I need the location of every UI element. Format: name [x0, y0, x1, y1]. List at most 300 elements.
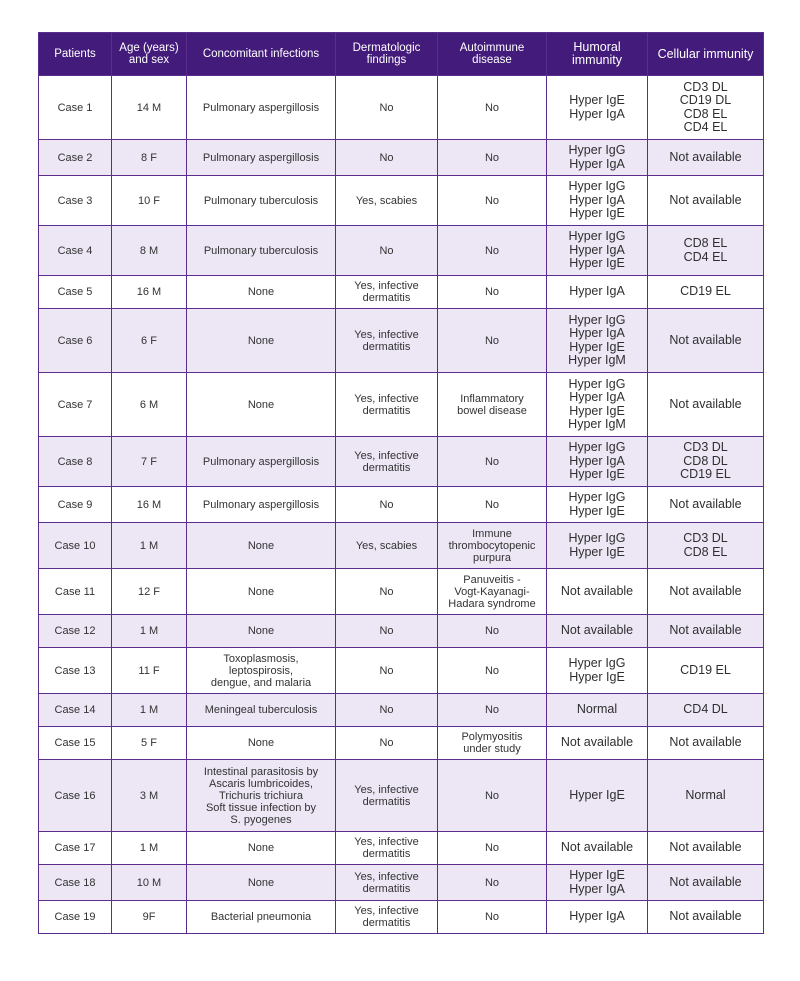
cell-patient: Case 7 — [39, 373, 112, 437]
cell-cellular-line: Not available — [669, 874, 742, 889]
cell-infections-line: None — [247, 286, 275, 298]
cell-cellular — [648, 648, 764, 694]
cell-humoral-line: Hyper IgA — [569, 453, 625, 468]
cell-infections-line: Soft tissue infection by — [205, 801, 317, 814]
cell-humoral — [547, 901, 648, 934]
cell-humoral-line: Hyper IgG — [568, 490, 626, 504]
cell-autoimmune-line: No — [484, 286, 500, 298]
header-autoimmune — [438, 33, 547, 76]
cell-infections — [187, 615, 336, 648]
cell-infections — [187, 865, 336, 901]
cell-infections-line: S. pyogenes — [230, 813, 292, 826]
cell-age-sex: 16 M — [112, 276, 187, 309]
cell-autoimmune-line: No — [484, 101, 500, 114]
cell-infections-line: Bacterial pneumonia — [210, 911, 312, 923]
cell-humoral-line: Hyper IgG — [568, 376, 626, 391]
cell-humoral-line: Hyper IgG — [568, 312, 626, 327]
cell-cellular-line: CD19 EL — [680, 662, 731, 677]
cell-cellular — [648, 176, 764, 226]
cell-autoimmune — [438, 760, 547, 832]
cell-cellular — [648, 760, 764, 832]
table-header-row — [39, 33, 764, 76]
cell-cellular-line: CD3 DL — [683, 531, 728, 545]
cell-cellular-line: Not available — [669, 396, 742, 411]
cell-humoral — [547, 865, 648, 901]
cell-infections — [187, 727, 336, 760]
cell-autoimmune-line: Panuveitis - — [463, 573, 521, 586]
cell-cellular-line: CD8 EL — [683, 544, 728, 559]
table-row — [39, 694, 764, 727]
cell-patient: Case 4 — [39, 226, 112, 276]
cell-age-sex: 1 M — [112, 615, 187, 648]
table-row — [39, 760, 764, 832]
cell-dermatologic-line: Yes, infective — [354, 392, 419, 405]
cell-humoral-line: Hyper IgA — [569, 881, 625, 896]
cell-humoral-line: Hyper IgA — [569, 909, 625, 924]
cell-infections-line: Toxoplasmosis, — [223, 652, 299, 665]
cell-age-sex: 8 F — [112, 140, 187, 176]
cell-cellular-line: Not available — [669, 623, 742, 638]
cell-cellular-line: CD4 DL — [683, 702, 728, 717]
cell-infections — [187, 276, 336, 309]
cell-infections-line: leptospirosis, — [228, 664, 294, 677]
cell-autoimmune — [438, 176, 547, 226]
cell-humoral-line: Hyper IgG — [568, 179, 626, 194]
cell-cellular-line: CD8 EL — [683, 236, 728, 250]
cell-patient: Case 8 — [39, 437, 112, 487]
table-row — [39, 569, 764, 615]
table-row — [39, 276, 764, 309]
cell-dermatologic — [336, 523, 438, 569]
cell-infections — [187, 76, 336, 140]
cell-humoral-line: Not available — [560, 735, 634, 750]
cell-humoral-line: Not available — [560, 623, 634, 638]
cell-dermatologic — [336, 437, 438, 487]
cell-autoimmune — [438, 694, 547, 727]
header-autoimmune-line: disease — [472, 54, 512, 66]
cell-humoral-line: Hyper IgE — [569, 93, 625, 107]
cell-age-sex: 6 F — [112, 309, 187, 373]
table-row — [39, 487, 764, 523]
cell-autoimmune — [438, 615, 547, 648]
cell-dermatologic — [336, 901, 438, 934]
cell-infections — [187, 901, 336, 934]
cell-dermatologic-line: No — [379, 244, 394, 257]
cell-infections-line: None — [247, 398, 275, 411]
cell-infections-line: None — [247, 876, 275, 889]
cell-humoral-line: Hyper IgE — [569, 787, 625, 802]
cell-autoimmune-line: No — [484, 244, 500, 257]
table-row — [39, 615, 764, 648]
header-humoral-line: Humoral — [573, 40, 621, 54]
cell-patient: Case 6 — [39, 309, 112, 373]
cell-humoral-line: Hyper IgA — [569, 284, 625, 299]
cell-age-sex: 8 M — [112, 226, 187, 276]
table-row — [39, 648, 764, 694]
cell-autoimmune-line: No — [484, 911, 500, 923]
cell-humoral-line: Normal — [576, 702, 618, 717]
cell-dermatologic-line: Yes, infective — [354, 870, 419, 883]
cell-infections-line: None — [247, 334, 275, 347]
cell-infections-line: Pulmonary tuberculosis — [203, 194, 319, 207]
table-body — [39, 76, 764, 934]
cell-cellular-line: CD19 EL — [680, 467, 731, 482]
table-row — [39, 523, 764, 569]
table-row — [39, 76, 764, 140]
cell-dermatologic — [336, 865, 438, 901]
cell-cellular-line: CD19 EL — [680, 284, 731, 299]
cell-cellular-line: Not available — [669, 735, 742, 750]
table-row — [39, 373, 764, 437]
cell-infections-line: Ascaris lumbricoides, — [209, 777, 313, 790]
cell-dermatologic — [336, 569, 438, 615]
cell-cellular — [648, 487, 764, 523]
cell-humoral-line: Hyper IgG — [568, 440, 626, 455]
cell-cellular — [648, 727, 764, 760]
cell-patient: Case 19 — [39, 901, 112, 934]
table-row — [39, 901, 764, 934]
cell-age-sex: 10 M — [112, 865, 187, 901]
cell-dermatologic-line: No — [379, 101, 394, 114]
cell-humoral-line: Hyper IgG — [568, 656, 626, 670]
cell-autoimmune — [438, 727, 547, 760]
cell-dermatologic-line: dermatitis — [362, 292, 411, 304]
cell-infections — [187, 309, 336, 373]
immunity-table — [38, 32, 764, 934]
cell-cellular — [648, 523, 764, 569]
cell-humoral-line: Hyper IgE — [569, 503, 625, 518]
cell-autoimmune-line: No — [484, 151, 500, 164]
cell-age-sex: 7 F — [112, 437, 187, 487]
cell-humoral — [547, 276, 648, 309]
header-dermatologic-line: findings — [366, 54, 407, 66]
cell-humoral — [547, 437, 648, 487]
cell-humoral-line: Hyper IgE — [569, 256, 625, 271]
cell-patient: Case 13 — [39, 648, 112, 694]
cell-infections-line: dengue, and malaria — [210, 676, 312, 689]
cell-autoimmune-line: No — [484, 455, 500, 468]
cell-dermatologic-line: No — [379, 151, 394, 164]
cell-age-sex: 11 F — [112, 648, 187, 694]
cell-autoimmune-line: Polymyositis — [461, 731, 523, 743]
cell-age-sex: 1 M — [112, 523, 187, 569]
cell-cellular-line: CD8 DL — [683, 453, 728, 468]
cell-age-sex: 6 M — [112, 373, 187, 437]
cell-dermatologic-line: No — [379, 704, 394, 716]
cell-autoimmune — [438, 226, 547, 276]
cell-patient: Case 18 — [39, 865, 112, 901]
cell-humoral — [547, 373, 648, 437]
cell-cellular — [648, 373, 764, 437]
cell-cellular — [648, 901, 764, 934]
cell-dermatologic-line: No — [379, 498, 394, 511]
cell-dermatologic-line: No — [379, 625, 394, 637]
cell-patient: Case 10 — [39, 523, 112, 569]
cell-autoimmune-line: under study — [463, 743, 521, 755]
table-row — [39, 140, 764, 176]
cell-patient: Case 9 — [39, 487, 112, 523]
cell-humoral-line: Hyper IgG — [568, 229, 626, 244]
cell-humoral-line: Hyper IgA — [569, 326, 625, 340]
cell-humoral — [547, 727, 648, 760]
cell-cellular — [648, 276, 764, 309]
cell-autoimmune-line: No — [484, 664, 500, 677]
cell-autoimmune — [438, 373, 547, 437]
cell-patient: Case 3 — [39, 176, 112, 226]
cell-cellular — [648, 694, 764, 727]
cell-dermatologic — [336, 487, 438, 523]
header-cellular: Cellular immunity — [648, 33, 764, 76]
cell-cellular — [648, 309, 764, 373]
cell-autoimmune-line: No — [484, 842, 500, 854]
cell-humoral-line: Hyper IgA — [569, 390, 625, 404]
cell-humoral — [547, 648, 648, 694]
cell-autoimmune-line: Immune — [472, 527, 512, 540]
cell-dermatologic-line: dermatitis — [362, 795, 411, 808]
cell-infections-line: Trichuris trichiura — [219, 789, 303, 802]
cell-autoimmune-line: No — [484, 194, 500, 207]
header-dermatologic — [336, 33, 438, 76]
cell-autoimmune-line: No — [484, 334, 500, 347]
cell-autoimmune-line: thrombocytopenic — [448, 539, 536, 552]
header-age-sex-line: and sex — [128, 54, 170, 66]
cell-humoral — [547, 176, 648, 226]
cell-cellular-line: Not available — [669, 496, 742, 511]
cell-cellular-line: Not available — [669, 192, 742, 207]
cell-infections — [187, 523, 336, 569]
cell-patient: Case 1 — [39, 76, 112, 140]
cell-dermatologic-line: No — [379, 585, 394, 598]
cell-patient: Case 5 — [39, 276, 112, 309]
cell-dermatologic-line: Yes, infective — [354, 328, 419, 341]
cell-dermatologic-line: Yes, infective — [354, 905, 419, 917]
header-humoral-line: immunity — [571, 53, 622, 67]
cell-autoimmune-line: No — [484, 704, 500, 716]
cell-cellular — [648, 226, 764, 276]
cell-infections-line: Pulmonary tuberculosis — [203, 244, 319, 257]
cell-dermatologic — [336, 615, 438, 648]
cell-humoral — [547, 569, 648, 615]
header-age-sex-line: Age (years) — [119, 42, 179, 54]
cell-dermatologic — [336, 694, 438, 727]
cell-dermatologic — [336, 176, 438, 226]
cell-dermatologic-line: dermatitis — [362, 404, 411, 417]
cell-autoimmune-line: No — [484, 625, 500, 637]
cell-infections — [187, 437, 336, 487]
table-row — [39, 832, 764, 865]
cell-patient: Case 17 — [39, 832, 112, 865]
cell-cellular-line: CD4 EL — [683, 249, 728, 264]
cell-age-sex: 9F — [112, 901, 187, 934]
cell-humoral-line: Hyper IgG — [568, 143, 626, 157]
cell-cellular-line: Not available — [669, 909, 742, 924]
cell-dermatologic — [336, 760, 438, 832]
cell-age-sex: 3 M — [112, 760, 187, 832]
cell-autoimmune-line: No — [484, 498, 500, 511]
cell-infections-line: None — [247, 842, 275, 854]
cell-age-sex: 10 F — [112, 176, 187, 226]
cell-infections-line: Pulmonary aspergillosis — [202, 151, 320, 164]
cell-infections-line: None — [247, 625, 275, 637]
cell-autoimmune — [438, 487, 547, 523]
header-humoral — [547, 33, 648, 76]
cell-cellular-line: Normal — [685, 787, 726, 802]
cell-humoral — [547, 694, 648, 727]
cell-dermatologic — [336, 226, 438, 276]
cell-patient: Case 14 — [39, 694, 112, 727]
cell-autoimmune-line: purpura — [473, 551, 511, 564]
table-row — [39, 226, 764, 276]
cell-cellular — [648, 140, 764, 176]
cell-autoimmune — [438, 523, 547, 569]
cell-cellular-line: CD8 EL — [683, 106, 728, 121]
header-autoimmune-line: Autoimmune — [459, 42, 525, 54]
cell-cellular — [648, 437, 764, 487]
header-patients: Patients — [39, 33, 112, 76]
cell-infections-line: Pulmonary aspergillosis — [202, 498, 320, 511]
cell-humoral-line: Hyper IgA — [569, 156, 625, 171]
cell-infections — [187, 694, 336, 727]
cell-autoimmune-line: bowel disease — [457, 404, 527, 417]
header-infections: Concomitant infections — [187, 33, 336, 76]
cell-humoral-line: Hyper IgE — [569, 403, 625, 418]
cell-cellular-line: CD3 DL — [683, 79, 728, 94]
cell-humoral-line: Hyper IgM — [568, 417, 626, 431]
cell-cellular-line: Not available — [669, 149, 742, 164]
cell-infections-line: None — [247, 539, 275, 552]
table-row — [39, 865, 764, 901]
cell-dermatologic-line: No — [379, 664, 394, 677]
cell-infections-line: Pulmonary aspergillosis — [202, 101, 320, 114]
cell-humoral-line: Hyper IgA — [569, 192, 625, 207]
header-dermatologic-line: Dermatologic — [352, 42, 421, 54]
cell-infections — [187, 373, 336, 437]
cell-cellular-line: Not available — [669, 583, 742, 598]
cell-dermatologic-line: Yes, infective — [354, 836, 419, 848]
cell-dermatologic-line: Yes, infective — [354, 449, 419, 462]
cell-humoral-line: Hyper IgG — [568, 531, 626, 545]
cell-humoral-line: Not available — [560, 583, 634, 598]
cell-humoral-line: Hyper IgE — [569, 467, 625, 482]
cell-patient: Case 11 — [39, 569, 112, 615]
cell-humoral — [547, 832, 648, 865]
cell-autoimmune-line: No — [484, 876, 500, 889]
cell-cellular-line: Not available — [669, 332, 742, 347]
cell-dermatologic — [336, 140, 438, 176]
cell-cellular — [648, 76, 764, 140]
cell-autoimmune — [438, 648, 547, 694]
cell-age-sex: 16 M — [112, 487, 187, 523]
cell-cellular-line: CD3 DL — [683, 440, 728, 455]
cell-autoimmune — [438, 76, 547, 140]
cell-dermatologic — [336, 309, 438, 373]
cell-infections-line: None — [247, 585, 275, 598]
cell-humoral-line: Hyper IgA — [569, 106, 625, 121]
cell-dermatologic-line: Yes, scabies — [355, 194, 418, 207]
cell-autoimmune — [438, 437, 547, 487]
cell-age-sex: 12 F — [112, 569, 187, 615]
cell-humoral — [547, 523, 648, 569]
cell-dermatologic — [336, 76, 438, 140]
table-row — [39, 437, 764, 487]
cell-age-sex: 1 M — [112, 832, 187, 865]
cell-autoimmune — [438, 569, 547, 615]
cell-infections — [187, 140, 336, 176]
cell-cellular — [648, 865, 764, 901]
cell-dermatologic-line: dermatitis — [362, 340, 411, 353]
cell-autoimmune — [438, 901, 547, 934]
cell-humoral — [547, 140, 648, 176]
cell-humoral-line: Hyper IgE — [569, 339, 625, 354]
cell-cellular-line: CD19 DL — [679, 93, 732, 107]
cell-patient: Case 2 — [39, 140, 112, 176]
cell-humoral-line: Hyper IgE — [569, 544, 625, 559]
cell-autoimmune — [438, 276, 547, 309]
cell-cellular-line: CD4 EL — [683, 120, 728, 134]
cell-dermatologic-line: dermatitis — [362, 882, 411, 895]
cell-dermatologic — [336, 727, 438, 760]
cell-patient: Case 12 — [39, 615, 112, 648]
cell-humoral — [547, 309, 648, 373]
cell-dermatologic-line: No — [379, 737, 394, 749]
cell-autoimmune — [438, 140, 547, 176]
cell-humoral-line: Hyper IgE — [569, 206, 625, 221]
cell-dermatologic — [336, 648, 438, 694]
cell-autoimmune — [438, 832, 547, 865]
cell-age-sex: 1 M — [112, 694, 187, 727]
table-row — [39, 727, 764, 760]
cell-patient: Case 15 — [39, 727, 112, 760]
cell-age-sex: 5 F — [112, 727, 187, 760]
cell-infections-line: Meningeal tuberculosis — [204, 704, 318, 716]
cell-infections-line: None — [247, 737, 275, 749]
cell-cellular — [648, 832, 764, 865]
cell-infections — [187, 487, 336, 523]
cell-humoral-line: Not available — [560, 840, 634, 855]
cell-dermatologic — [336, 276, 438, 309]
cell-autoimmune — [438, 309, 547, 373]
cell-dermatologic-line: dermatitis — [362, 461, 411, 474]
cell-age-sex: 14 M — [112, 76, 187, 140]
cell-infections — [187, 832, 336, 865]
table-row — [39, 176, 764, 226]
cell-dermatologic-line: Yes, infective — [354, 783, 419, 796]
cell-autoimmune-line: Inflammatory — [460, 392, 524, 405]
cell-cellular — [648, 615, 764, 648]
cell-dermatologic — [336, 373, 438, 437]
cell-infections — [187, 648, 336, 694]
cell-cellular-line: Not available — [669, 840, 742, 855]
cell-humoral — [547, 487, 648, 523]
cell-infections — [187, 569, 336, 615]
cell-autoimmune-line: No — [484, 789, 500, 802]
cell-infections — [187, 760, 336, 832]
cell-humoral-line: Hyper IgE — [569, 868, 625, 882]
cell-patient: Case 16 — [39, 760, 112, 832]
cell-dermatologic-line: dermatitis — [362, 848, 411, 860]
cell-humoral-line: Hyper IgE — [569, 669, 625, 684]
cell-cellular — [648, 569, 764, 615]
cell-dermatologic-line: dermatitis — [362, 917, 411, 929]
cell-autoimmune-line: Hadara syndrome — [448, 597, 536, 610]
cell-humoral — [547, 76, 648, 140]
cell-infections — [187, 226, 336, 276]
cell-infections-line: Pulmonary aspergillosis — [202, 455, 320, 468]
cell-humoral — [547, 226, 648, 276]
cell-infections — [187, 176, 336, 226]
cell-humoral-line: Hyper IgA — [569, 242, 625, 257]
table-row — [39, 309, 764, 373]
